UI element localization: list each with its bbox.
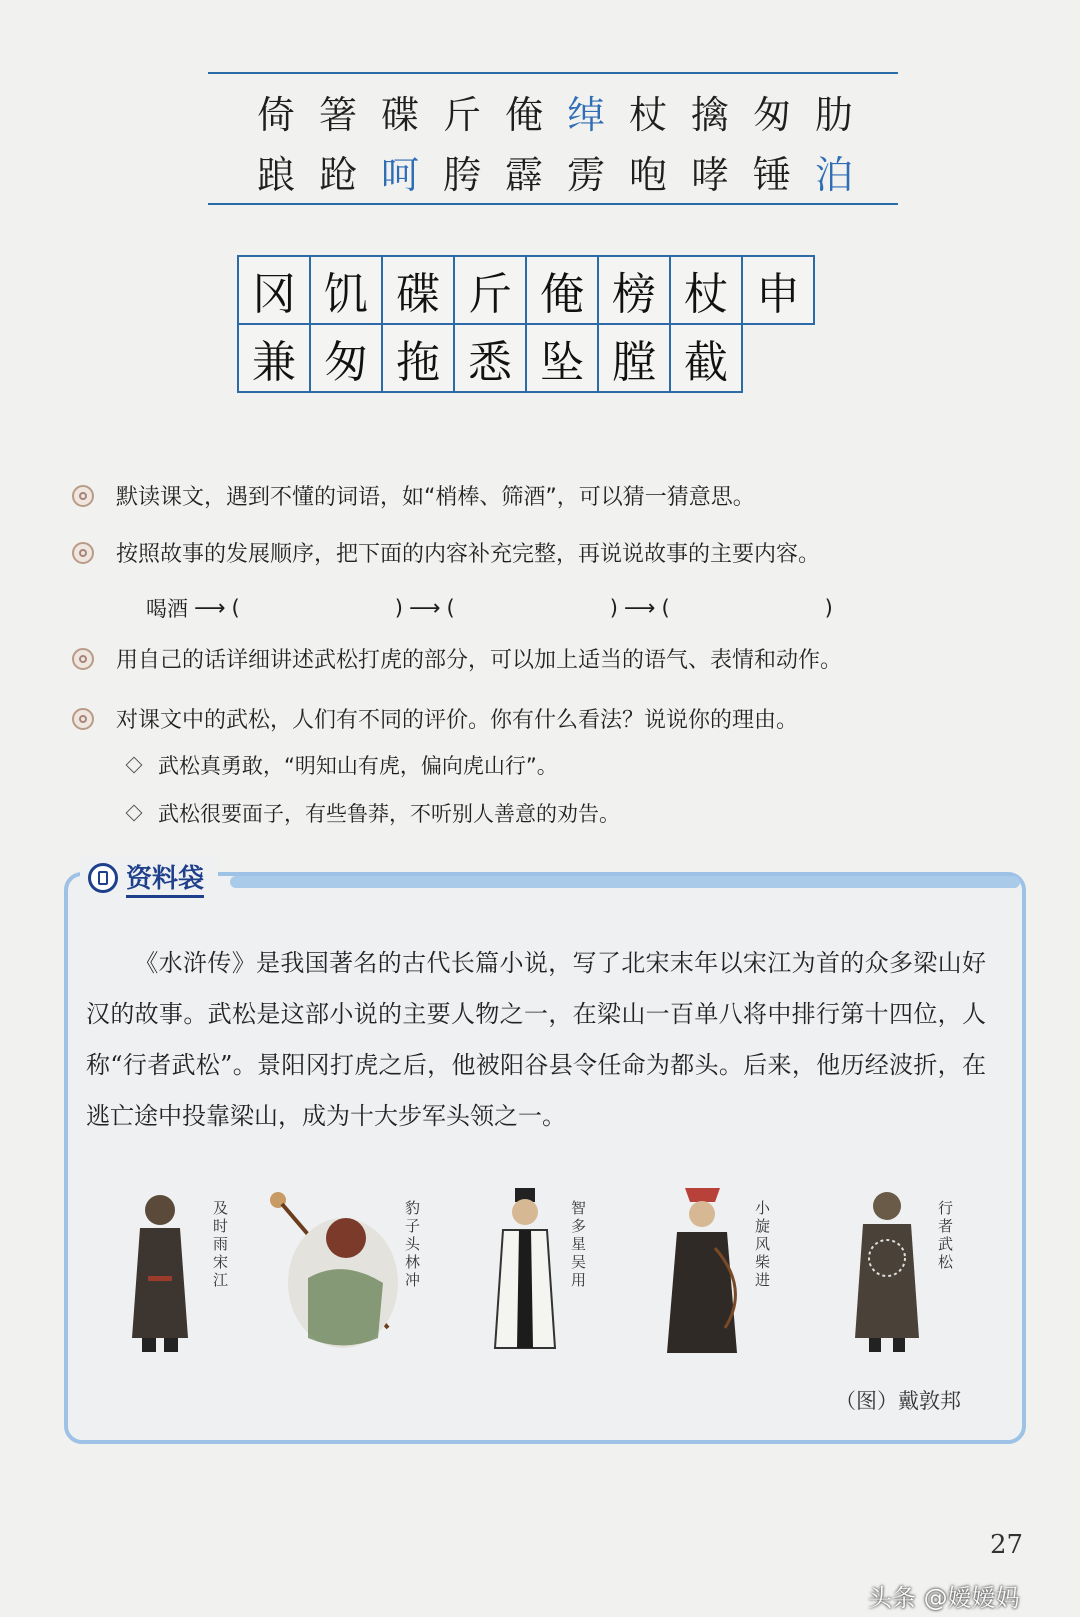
grid-cell: 冈 [237, 255, 311, 325]
right-arrow-icon: ⟶ [623, 595, 656, 621]
vocab-char: 跄 [318, 153, 357, 197]
diamond-bullet-icon [126, 805, 143, 822]
opinion-option-2 [128, 798, 620, 828]
vocab-char-polyphone: 绰 [566, 93, 605, 137]
grid-cell: 拖 [381, 323, 455, 393]
vocab-char: 肋 [814, 93, 853, 137]
vocab-top-rule [208, 72, 898, 74]
watermark: 头条 @嫒嫒妈 [868, 1584, 1020, 1612]
figure-illustration [845, 1188, 930, 1358]
vocab-char: 哮 [690, 153, 729, 197]
vocab-char: 踉 [256, 153, 295, 197]
spiral-bullet-icon [72, 708, 94, 730]
vocab-char: 俺 [504, 93, 543, 137]
figure-label: 小旋风柴进 [753, 1200, 771, 1290]
right-arrow-icon: ⟶ [408, 595, 441, 621]
grid-cell: 杖 [669, 255, 743, 325]
material-pocket-paragraph [86, 938, 986, 1142]
question-text: 按照故事的发展顺序，把下面的内容补充完整，再说说故事的主要内容。 [116, 542, 821, 567]
grid-cell: 坠 [525, 323, 599, 393]
figure-illustration [485, 1188, 565, 1363]
vocab-row-1 [245, 84, 865, 139]
diamond-bullet-icon [126, 757, 143, 774]
writing-grid-row-2 [237, 323, 813, 391]
grid-cell: 膛 [597, 323, 671, 393]
question-4 [72, 703, 798, 734]
figure-label: 行者武松 [936, 1200, 954, 1272]
grid-cell: 饥 [309, 255, 383, 325]
grid-cell: 斤 [453, 255, 527, 325]
notebook-icon [88, 863, 118, 893]
option-text: 武松很要面子，有些鲁莽，不听别人善意的劝告。 [158, 802, 620, 826]
paren-close-icon: ) [824, 596, 833, 620]
vocab-char: 斤 [442, 93, 481, 137]
grid-cell: 悉 [453, 323, 527, 393]
opinion-option-1 [128, 750, 558, 780]
figure-label: 智多星吴用 [569, 1200, 587, 1290]
spiral-bullet-icon [72, 542, 94, 564]
grid-cell: 匆 [309, 323, 383, 393]
material-pocket-title: 资料袋 [126, 858, 204, 898]
spiral-bullet-icon [72, 648, 94, 670]
right-arrow-icon: ⟶ [194, 595, 226, 621]
question-3 [72, 643, 842, 674]
figure-label: 豹子头林冲 [403, 1200, 421, 1290]
question-1 [72, 480, 755, 511]
option-text: 武松真勇敢，“明知山有虎，偏向虎山行”。 [158, 754, 558, 778]
vocab-char: 咆 [628, 153, 667, 197]
vocab-char-polyphone: 呵 [380, 153, 419, 197]
vocab-char-polyphone: 泊 [814, 153, 853, 197]
paragraph-text: 《水浒传》是我国著名的古代长篇小说，写了北宋末年以宋江为首的众多梁山好汉的故事。武松是这部小说的主要人物之一，在梁山一百单八将中排行第十四位，人称“行者武松”。景阳冈打虎之后，他被阳谷县令任命为都头。后来，他历经波折，在逃亡途中投靠梁山，成为十大步军头领之一。 [86, 949, 986, 1130]
material-pocket-header-bar [230, 876, 1020, 888]
story-sequence [146, 593, 833, 623]
vocab-char: 杖 [628, 93, 667, 137]
vocab-char: 倚 [256, 93, 295, 137]
grid-cell: 碟 [381, 255, 455, 325]
question-text: 默读课文，遇到不懂的词语，如“梢棒、筛酒”，可以猜一猜意思。 [116, 485, 755, 510]
vocab-char: 匆 [752, 93, 791, 137]
writing-grid [237, 255, 813, 391]
material-pocket-tab [80, 855, 218, 901]
paren-open-icon: ( [661, 596, 670, 620]
vocab-char: 锤 [752, 153, 791, 197]
question-2 [72, 537, 820, 568]
figure-illustration [655, 1188, 750, 1363]
figure-label: 及时雨宋江 [211, 1200, 229, 1290]
grid-cell: 榜 [597, 255, 671, 325]
vocab-char: 擒 [690, 93, 729, 137]
figure-illustration [120, 1188, 200, 1358]
paren-close-icon: ) [609, 596, 618, 620]
vocab-row-2 [245, 144, 865, 199]
figure-illustration [268, 1188, 408, 1358]
vocab-bottom-rule [208, 203, 898, 205]
grid-cell: 俺 [525, 255, 599, 325]
spiral-bullet-icon [72, 485, 94, 507]
page-number: 27 [990, 1530, 1024, 1560]
vocab-char: 雳 [566, 153, 605, 197]
grid-cell: 申 [741, 255, 815, 325]
illustration-credit: （图）戴敦邦 [835, 1389, 961, 1413]
vocab-char: 霹 [504, 153, 543, 197]
question-text: 用自己的话详细讲述武松打虎的部分，可以加上适当的语气、表情和动作。 [116, 648, 843, 673]
vocab-char: 碟 [380, 93, 419, 137]
grid-cell: 截 [669, 323, 743, 393]
writing-grid-row-1 [237, 255, 813, 323]
question-text: 对课文中的武松，人们有不同的评价。你有什么看法？说说你的理由。 [116, 708, 799, 733]
paren-open-icon: ( [446, 596, 455, 620]
paren-open-icon: ( [231, 596, 240, 620]
vocab-char: 胯 [442, 153, 481, 197]
paren-close-icon: ) [394, 596, 403, 620]
vocab-char: 箸 [318, 93, 357, 137]
sequence-start: 喝酒 [146, 597, 188, 621]
grid-cell: 兼 [237, 323, 311, 393]
